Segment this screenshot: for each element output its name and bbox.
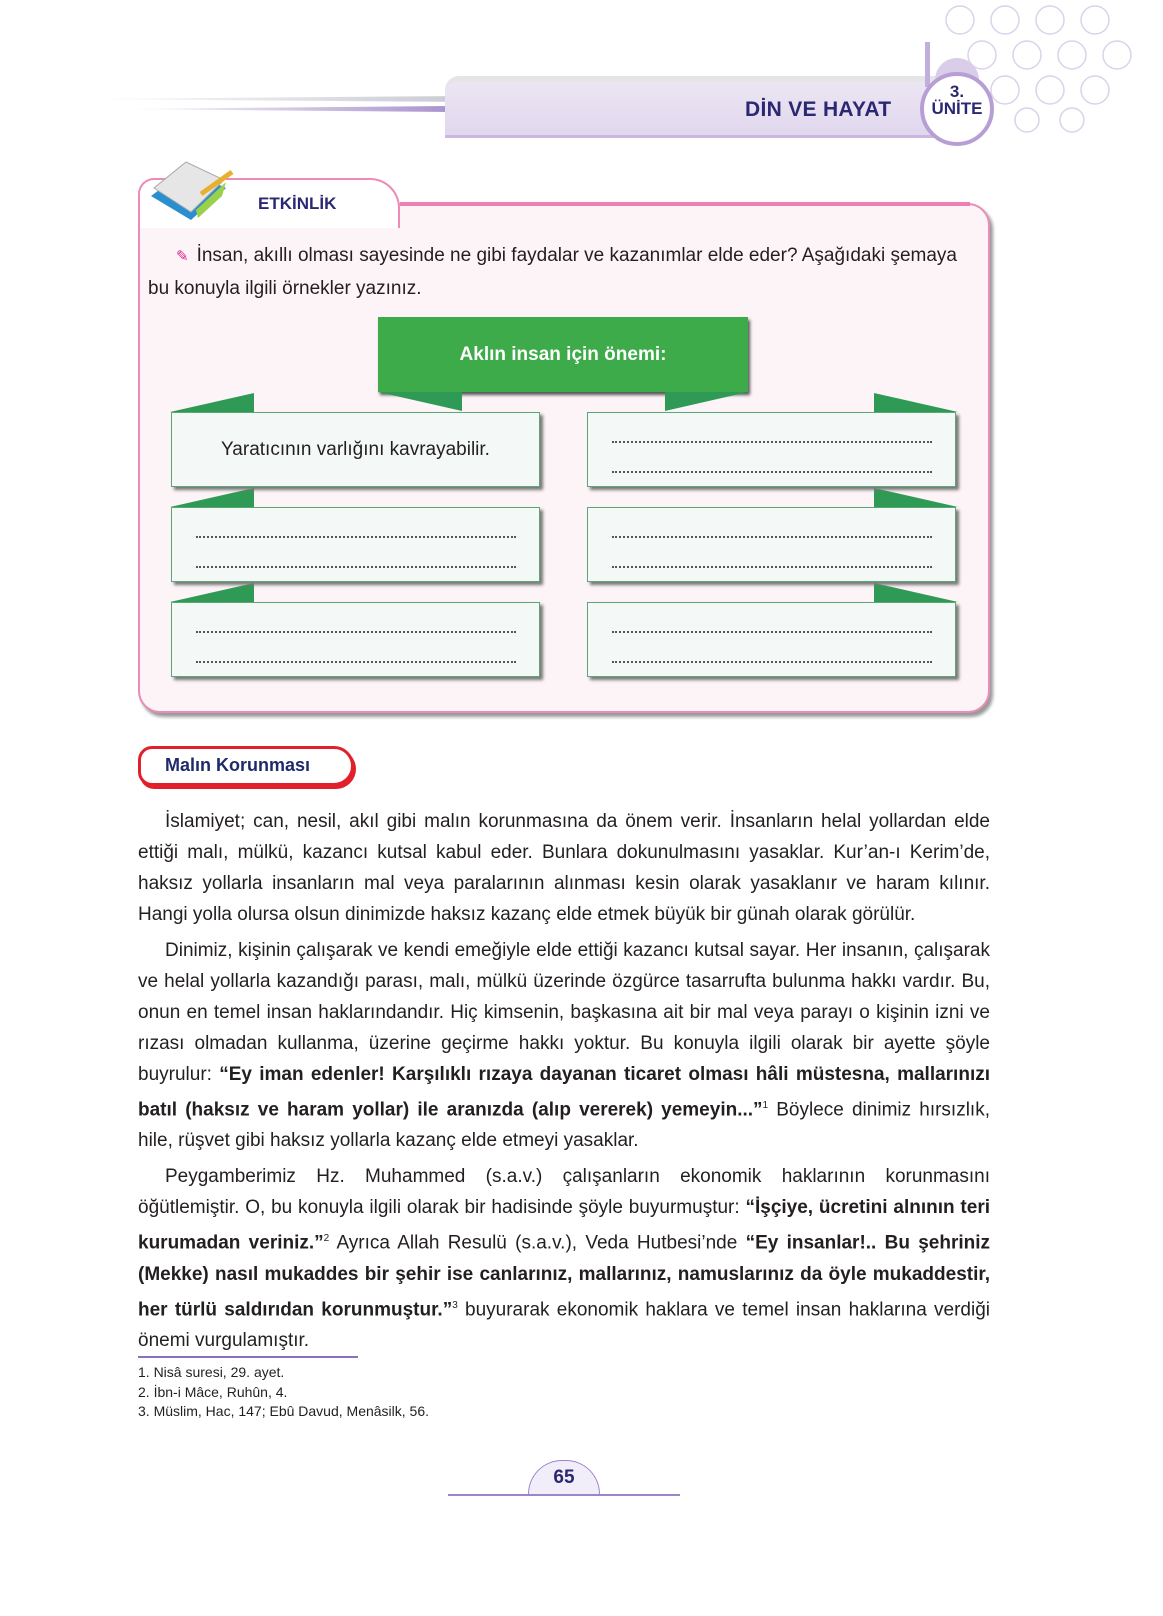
chapter-title: DİN VE HAYAT — [745, 98, 892, 121]
dotted-line — [196, 617, 516, 633]
text-run: Dinimiz, kişinin çalışarak ve kendi emeğiyle elde ettiği kazancı kutsal sayar. Her insanın, çalışarak ve helal yollarla kazandığı parası, malı, mülkü üzerinde özgürce tasarrufta bulunma hakkı vardır. Bu, onun en temel insan haklarındandır. Hiç kimsenin, başkasına ait bir mal veya parayı o kişinin izni ve rızası olmadan kullanma, üzerine geçirme hakkı yoktur. Bu konuyla ilgili olarak bir ayette şöyle buyrulur: — [138, 940, 990, 1085]
diagram-center-box — [378, 317, 748, 392]
text-run: Ayrıca Allah Resulü (s.a.v.), Veda Hutbesi’nde — [329, 1232, 746, 1254]
unit-number: 3. — [949, 82, 965, 101]
connector-right-3 — [874, 583, 958, 602]
text-run: İslamiyet; can, nesil, akıl gibi malın korunmasına da önem verir. İnsanların helal yollardan elde ettiği malı, mülkü, kazancı kutsal kabul eder. Bunlara dokunulmasını yasaklar. Kur’an-ı Kerim’de, haksız yollarla insanların mal veya paralarının alınması kesin olarak yasaklanır ve haram kılınır. Hangi yolla olursa olsun dinimizde haksız kazanç elde etmek büyük bir günah olarak görülür. — [138, 811, 990, 925]
dotted-line — [612, 552, 932, 568]
connector-left-3 — [170, 583, 254, 602]
connector-left-1 — [170, 393, 254, 412]
footnote-ref: 3 — [452, 1299, 458, 1311]
quote-bold: “Ey iman edenler! Karşılıklı rızaya dayanan ticaret olması hâli müstesna, mallarınızı batıl (haksız ve haram yollar) ile aranızda (alıp vererek) yemeyin...” — [138, 1064, 990, 1121]
answer-box-empty[interactable] — [171, 507, 540, 582]
answer-box-empty[interactable] — [587, 507, 956, 582]
paragraph — [138, 1161, 990, 1356]
text-run: Böylece dinimiz hırsızlık, hile, rüşvet gibi haksız yollarla kazanç elde etmeyi yasaklar. — [138, 1099, 990, 1152]
dotted-line — [196, 552, 516, 568]
paragraph — [138, 935, 990, 1156]
connector-center-right — [665, 392, 748, 411]
footnotes — [138, 1363, 429, 1422]
activity-divider — [400, 202, 970, 206]
dotted-line — [612, 522, 932, 538]
answer-text: Yaratıcının varlığını kavrayabilir. — [221, 438, 490, 460]
footnote-ref: 1 — [762, 1100, 769, 1111]
dotted-line — [196, 647, 516, 663]
page-number-line — [448, 1494, 680, 1496]
footnote: 1. Nisâ suresi, 29. ayet. — [138, 1364, 285, 1380]
book-pen-icon — [146, 158, 236, 228]
connector-right-2 — [874, 488, 958, 507]
answer-box-empty[interactable] — [587, 602, 956, 677]
section-title: Malın Korunması — [165, 755, 311, 775]
paragraph — [138, 806, 990, 930]
dotted-line — [612, 457, 932, 473]
unit-label: ÜNİTE — [931, 99, 983, 118]
instruction-text: İnsan, akıllı olması sayesinde ne gibi faydalar ve kazanımlar elde eder? Aşağıdaki şemaya bu konuyla ilgili örnekler yazınız. — [148, 245, 957, 299]
pencil-icon: ✎ — [176, 248, 189, 265]
quote-bold: “Ey insanlar!.. Bu şehriniz (Mekke) nasıl mukaddes bir şehir ise canlarınız, mallarınız, namuslarınız da öyle mukaddestir, her türlü saldırıdan korunmuştur.” — [138, 1232, 990, 1320]
text-run: Peygamberimiz Hz. Muhammed (s.a.v.) çalışanların ekonomik haklarının korunmasını öğütlemiştir. O, bu konuyla ilgili olarak bir hadisinde şöyle buyurmuştur: — [138, 1166, 990, 1219]
unit-badge — [920, 72, 994, 146]
footnote: 2. İbn-i Mâce, Ruhûn, 4. — [138, 1383, 288, 1400]
connector-right-1 — [874, 393, 958, 412]
header-line — [70, 96, 470, 102]
answer-box-empty[interactable] — [171, 602, 540, 677]
body-text — [138, 806, 990, 1361]
answer-box-filled[interactable] — [171, 412, 540, 487]
page-number: 65 — [553, 1467, 575, 1488]
text-run: buyurarak ekonomik haklara ve temel insan haklarına verdiği önemi vurgulamıştır. — [138, 1298, 990, 1351]
quote-bold: “İşçiye, ücretini alnının teri kurumadan veriniz.” — [138, 1197, 990, 1254]
dotted-line — [612, 427, 932, 443]
activity-instruction — [148, 240, 983, 305]
footnote: 3. Müslim, Hac, 147; Ebû Davud, Menâsilk, 56. — [138, 1403, 430, 1419]
dotted-line — [612, 617, 932, 633]
activity-label: ETKİNLİK — [258, 194, 337, 213]
connector-left-2 — [170, 488, 254, 507]
dotted-line — [612, 647, 932, 663]
footnote-divider — [138, 1356, 358, 1358]
answer-box-empty[interactable] — [587, 412, 956, 487]
connector-center-left — [378, 392, 462, 411]
footnote-ref: 2 — [323, 1233, 330, 1245]
dotted-line — [196, 522, 516, 538]
header-line — [120, 106, 450, 112]
center-label: Aklın insan için önemi: — [459, 343, 667, 365]
minaret-icon — [925, 42, 930, 87]
